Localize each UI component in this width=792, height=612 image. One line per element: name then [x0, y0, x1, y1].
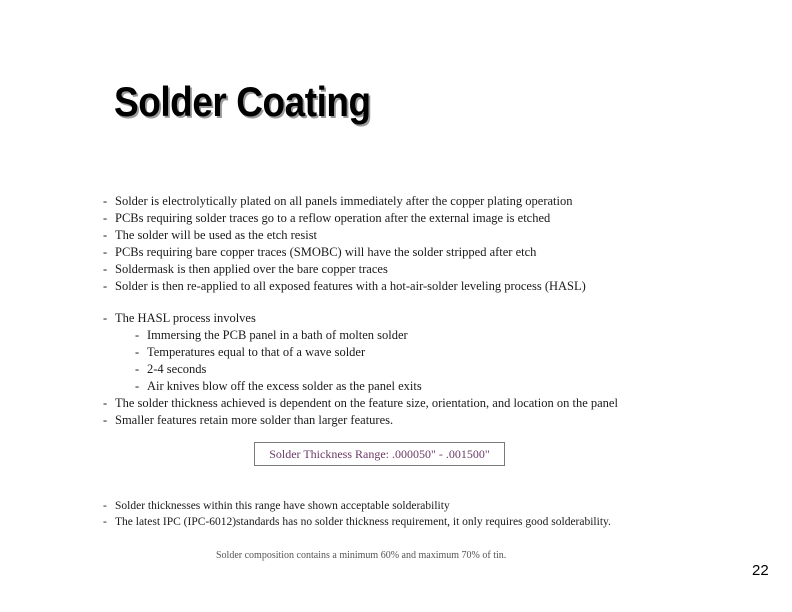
- bullet-item: - Solder is electrolytically plated on all panels immediately after the copper plating operation: [101, 193, 586, 210]
- main-bullet-list: [101, 193, 586, 295]
- bullet-item: - The solder thickness achieved is dependent on the feature size, orientation, and location on the panel: [101, 395, 618, 412]
- hasl-step: - Temperatures equal to that of a wave solder: [101, 344, 618, 361]
- bottom-bullet-list: [101, 498, 611, 530]
- solder-thickness-range-box: Solder Thickness Range: .000050" - .001500": [254, 442, 505, 466]
- bullet-item: - PCBs requiring bare copper traces (SMOBC) will have the solder stripped after etch: [101, 244, 586, 261]
- hasl-step: - Air knives blow off the excess solder as the panel exits: [101, 378, 618, 395]
- bullet-item: - Smaller features retain more solder than larger features.: [101, 412, 618, 429]
- hasl-intro: - The HASL process involves: [101, 310, 618, 327]
- page-number: 22: [752, 562, 769, 579]
- bullet-item: - Solder is then re-applied to all exposed features with a hot-air-solder leveling process (HASL): [101, 278, 586, 295]
- slide-title: Solder Coating: [114, 78, 371, 125]
- footnote: Solder composition contains a minimum 60% and maximum 70% of tin.: [216, 550, 507, 561]
- hasl-step: - 2-4 seconds: [101, 361, 618, 378]
- hasl-step: - Immersing the PCB panel in a bath of molten solder: [101, 327, 618, 344]
- bullet-item: - PCBs requiring solder traces go to a reflow operation after the external image is etched: [101, 210, 586, 227]
- bullet-item: - The latest IPC (IPC-6012)standards has no solder thickness requirement, it only requires good solderability.: [101, 514, 611, 530]
- hasl-bullet-list: [101, 310, 618, 429]
- bullet-item: - Solder thicknesses within this range have shown acceptable solderability: [101, 498, 611, 514]
- bullet-item: - Soldermask is then applied over the bare copper traces: [101, 261, 586, 278]
- bullet-item: - The solder will be used as the etch resist: [101, 227, 586, 244]
